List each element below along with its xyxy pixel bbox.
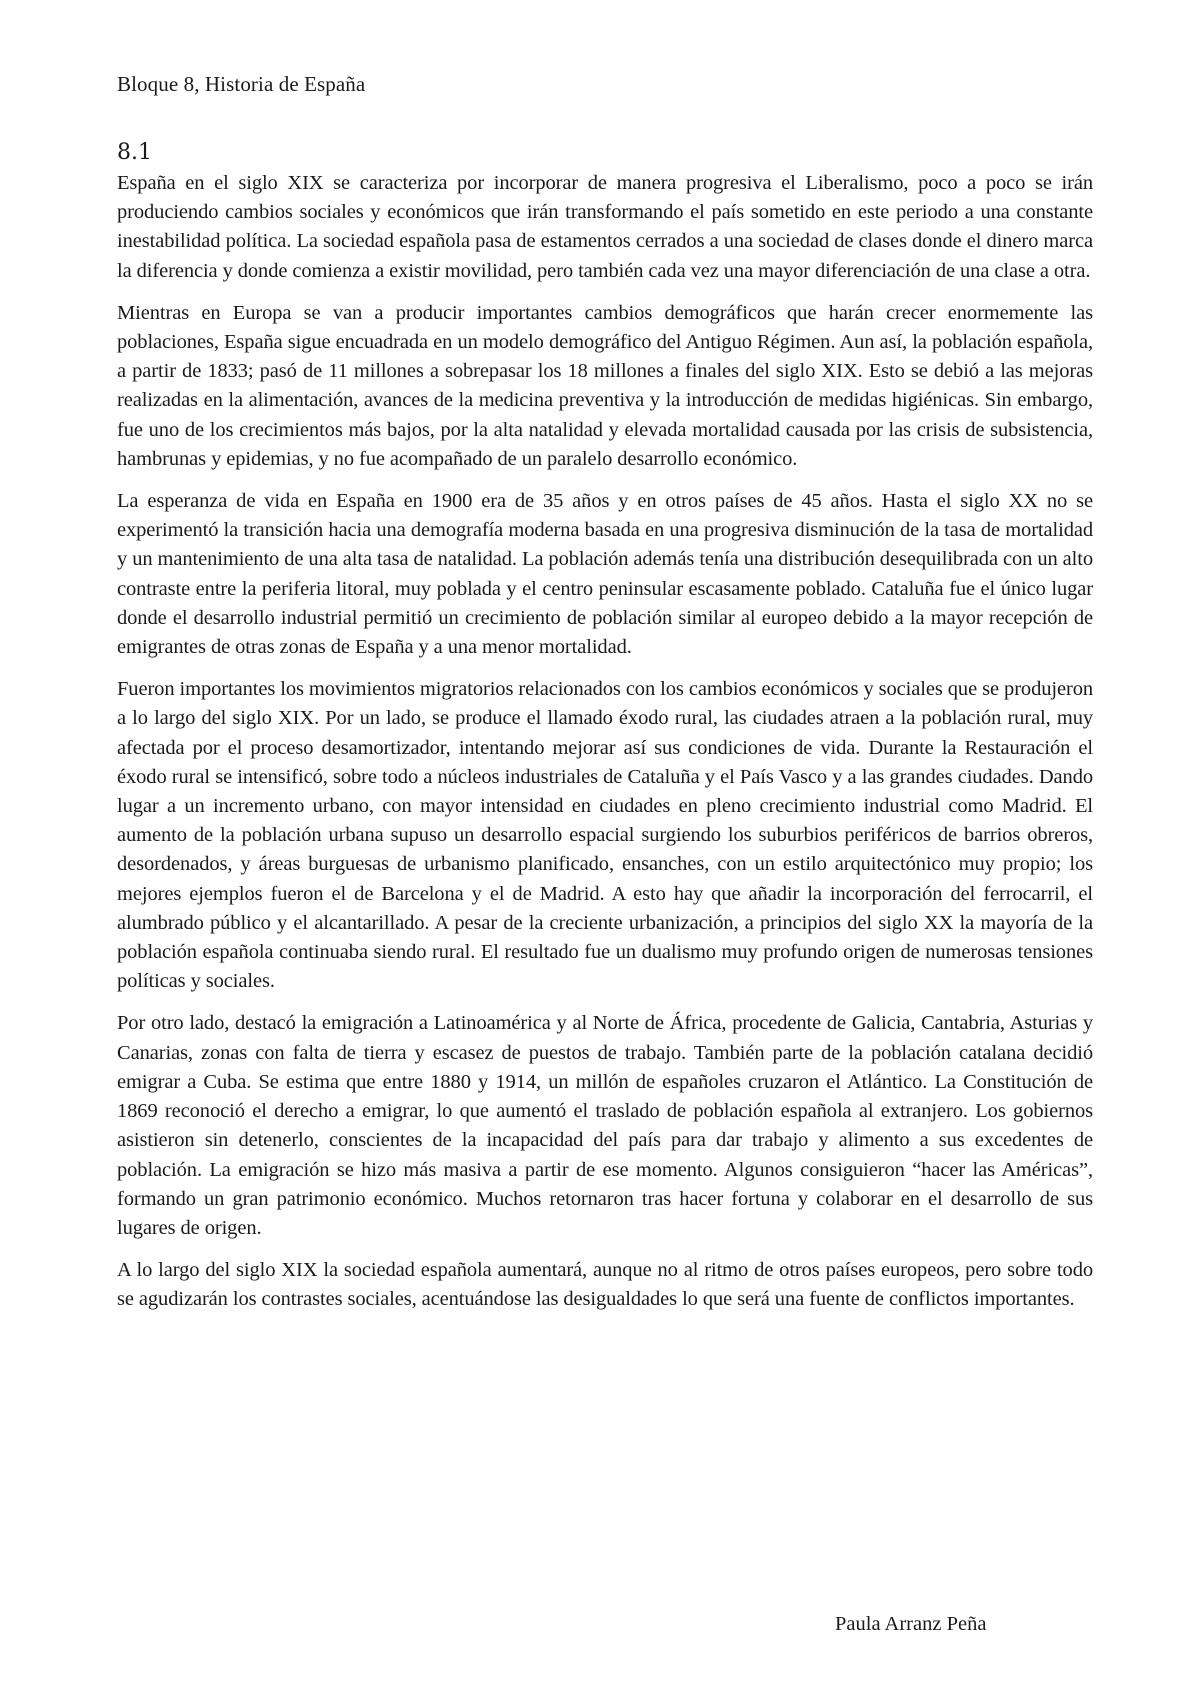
document-page	[117, 70, 1093, 1328]
paragraph-5: Por otro lado, destacó la emigración a Latinoamérica y al Norte de África, procedente de Galicia, Cantabria, Asturias y Canarias, zonas con falta de tierra y escasez de puestos de trabajo. También parte de la población catalana decidió emigrar a Cuba. Se estima que entre 1880 y 1914, un millón de españoles cruzaron el Atlántico. La Constitución de 1869 reconoció el derecho a emigrar, lo que aumentó el traslado de población española al extranjero. Los gobiernos asistieron sin detenerlo, conscientes de la incapacidad del país para dar trabajo y alimento a sus excedentes de población. La emigración se hizo más masiva a partir de ese momento. Algunos consiguieron “hacer las Américas”, formando un gran patrimonio económico. Muchos retornaron tras hacer fortuna y colaborar en el desarrollo de sus lugares de origen.	[117, 1012, 1093, 1239]
paragraph-3: La esperanza de vida en España en 1900 era de 35 años y en otros países de 45 años. Hasta el siglo XX no se experimentó la transición hacia una demografía moderna basada en una progresiva disminución de la tasa de mortalidad y un mantenimiento de una alta tasa de natalidad. La población además tenía una distribución desequilibrada con un alto contraste entre la periferia litoral, muy poblada y el centro peninsular escasamente poblado. Cataluña fue el único lugar donde el desarrollo industrial permitió un crecimiento de población similar al europeo debido a la mayor recepción de emigrantes de otras zonas de España y a una menor mortalidad.	[117, 490, 1093, 659]
paragraph-2: Mientras en Europa se van a producir importantes cambios demográficos que harán crecer enormemente las poblaciones, España sigue encuadrada en un modelo demográfico del Antiguo Régimen. Aun así, la población española, a partir de 1833; pasó de 11 millones a sobrepasar los 18 millones a finales del siglo XIX. Esto se debió a las mejoras realizadas en la alimentación, avances de la medicina preventiva y la introducción de medidas higiénicas. Sin embargo, fue uno de los crecimientos más bajos, por la alta natalidad y elevada mortalidad causada por las crisis de subsistencia, hambrunas y epidemias, y no fue acompañado de un paralelo desarrollo económico.	[117, 301, 1093, 470]
paragraph-4: Fueron importantes los movimientos migratorios relacionados con los cambios económicos y sociales que se produjeron a lo largo del siglo XIX. Por un lado, se produce el llamado éxodo rural, las ciudades atraen a la población rural, muy afectada por el proceso desamortizador, intentando mejorar así sus condiciones de vida. Durante la Restauración el éxodo rural se intensificó, sobre todo a núcleos industriales de Cataluña y el País Vasco y a las grandes ciudades. Dando lugar a un incremento urbano, con mayor intensidad en ciudades en pleno crecimiento industrial como Madrid. El aumento de la población urbana supuso un desarrollo espacial surgiendo los suburbios periféricos de barrios obreros, desordenados, y áreas burguesas de urbanismo planificado, ensanches, con un estilo arquitectónico muy propio; los mejores ejemplos fueron el de Barcelona y el de Madrid. A esto hay que añadir la incorporación del ferrocarril, el alumbrado público y el alcantarillado. A pesar de la creciente urbanización, a principios del siglo XX la mayoría de la población española continuaba siendo rural. El resultado fue un dualismo muy profundo origen de numerosas tensiones políticas y sociales.	[117, 678, 1093, 993]
paragraph-1: España en el siglo XIX se caracteriza por incorporar de manera progresiva el Liberalismo, poco a poco se irán produciendo cambios sociales y económicos que irán transformando el país sometido en este periodo a una constante inestabilidad política. La sociedad española pasa de estamentos cerrados a una sociedad de clases donde el dinero marca la diferencia y donde comienza a existir movilidad, pero también cada vez una mayor diferenciación de una clase a otra.	[117, 172, 1093, 282]
document-header: Bloque 8, Historia de España	[117, 72, 366, 96]
paragraph-6: A lo largo del siglo XIX la sociedad española aumentará, aunque no al ritmo de otros países europeos, pero sobre todo se agudizarán los contrastes sociales, acentuándose las desigualdades lo que será una fuente de conflictos importantes.	[117, 1259, 1093, 1311]
section-number: 8.1	[117, 140, 152, 165]
author-signature: Paula Arranz Peña	[835, 1613, 987, 1635]
